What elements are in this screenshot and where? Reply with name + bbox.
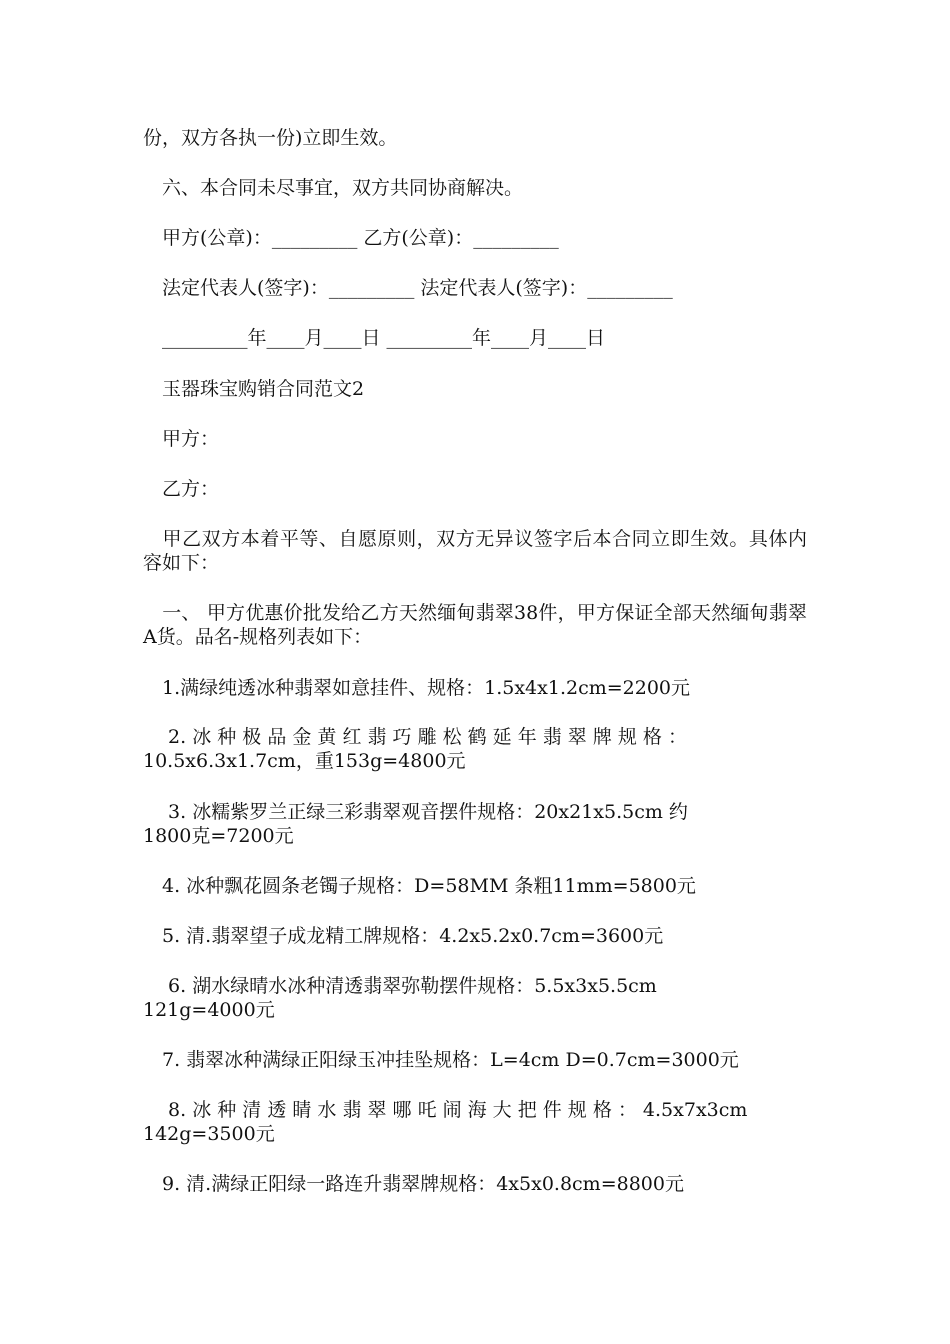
list-item-4: 4. 冰种飘花圆条老镯子规格：D=58MM 条粗11mm=5800元: [143, 875, 696, 897]
section-title: 玉器珠宝购销合同范文2: [143, 378, 365, 400]
list-item-6-head: 6. 湖水绿晴水冰种清透翡翠弥勒摆件规格：5.5x3x5.5cm: [143, 975, 657, 997]
clause-six: 六、本合同未尽事宜，双方共同协商解决。: [143, 177, 524, 199]
list-item-1: 1.满绿纯透冰种翡翠如意挂件、规格：1.5x4x1.2cm=2200元: [143, 677, 691, 699]
list-item-9: 9. 清.满绿正阳绿一路连升翡翠牌规格：4x5x0.8cm=8800元: [143, 1173, 684, 1195]
clause-one-paragraph: 一、 甲方优惠价批发给乙方天然缅甸翡翠38件，甲方保证全部天然缅甸翡翠A货。品名-规格列表如下：: [143, 602, 807, 648]
representative-signature-line: 法定代表人(签字)：_________ 法定代表人(签字)：_________: [143, 277, 673, 299]
seal-signature-line: 甲方(公章)：_________ 乙方(公章)：_________: [143, 227, 559, 249]
list-item-2-head: 2. 冰 种 极 品 金 黄 红 翡 巧 雕 松 鹤 延 年 翡 翠 牌 规 格 ：: [143, 726, 687, 748]
list-item-8-head: 8. 冰 种 清 透 睛 水 翡 翠 哪 吒 闹 海 大 把 件 规 格 ： 4.5x7x3cm: [143, 1099, 748, 1121]
intro-paragraph: 甲乙双方本着平等、自愿原则，双方无异议签字后本合同立即生效。具体内容如下：: [143, 528, 807, 574]
party-b-label: 乙方：: [143, 478, 220, 500]
list-item-2: [143, 725, 807, 773]
list-item-8-tail: 142g=3500元: [143, 1123, 275, 1145]
party-a-label: 甲方：: [143, 428, 220, 450]
list-item-8: [143, 1098, 807, 1146]
list-item-7: 7. 翡翠冰种满绿正阳绿玉冲挂坠规格：L=4cm D=0.7cm=3000元: [143, 1049, 739, 1071]
date-line: _________年____月____日 _________年____月____日: [143, 327, 606, 349]
list-item-2-tail: 10.5x6.3x1.7cm，重153g=4800元: [143, 750, 466, 772]
list-item-6: [143, 974, 807, 1022]
list-item-3: [143, 800, 807, 848]
list-item-3-head: 3. 冰糯紫罗兰正绿三彩翡翠观音摆件规格：20x21x5.5cm 约: [143, 801, 688, 823]
text-line: 份，双方各执一份)立即生效。: [143, 127, 398, 149]
list-item-3-tail: 1800克=7200元: [143, 825, 294, 847]
list-item-6-tail: 121g=4000元: [143, 999, 275, 1021]
list-item-5: 5. 清.翡翠望子成龙精工牌规格：4.2x5.2x0.7cm=3600元: [143, 925, 664, 947]
